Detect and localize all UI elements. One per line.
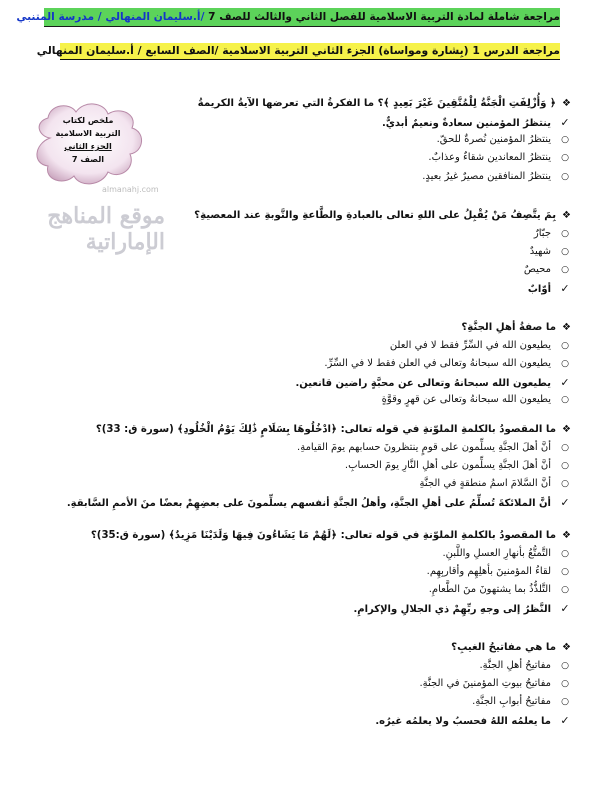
circle-bullet-icon: ○ — [561, 265, 569, 275]
option-text: أنَّ أهلَ الجنَّةِ يسلِّمون على قومٍ ينتظرونَ حسابهم يومَ القيامةِ. — [297, 442, 551, 453]
option — [71, 228, 571, 239]
checkmark-icon: ✓ — [560, 282, 570, 295]
header-part-1: مراجعة شاملة لمادة التربية الاسلامية للفصل الثاني والثالث للصف 7 — [204, 11, 560, 23]
option-text: لقاءُ المؤمنينَ بأهلِهِم وأقاربِهِم. — [426, 566, 551, 577]
lesson-title: مراجعة الدرس 1 (بِشارة ومواساة) الجزء الثاني التربية الاسلامية /الصف السابع / أ.سليمان المنهالي — [60, 43, 560, 60]
question-text: ما المقصودُ بالكلمةِ الملوّنةِ في قوله تعالى: ﴿ادْخُلُوهَا بِسَلَامٍ ذَٰلِكَ يَوْمُ الْخُلُودِ﴾ (سورة ق: 33)؟ — [95, 424, 557, 435]
option — [71, 548, 571, 559]
question-3 — [51, 322, 571, 333]
option — [71, 116, 571, 129]
checkmark-icon: ✓ — [560, 376, 570, 389]
option-text: النَّظرُ إلى وجهِ ربِّهِمْ ذي الجلالِ والإكرامِ. — [353, 604, 551, 615]
question-5 — [51, 530, 571, 541]
option-text: يطيعون الله في السِّرِّ فقط لا في العلن — [389, 340, 551, 351]
checkmark-icon: ✓ — [560, 602, 570, 615]
document-header — [16, 8, 560, 27]
circle-bullet-icon: ○ — [561, 661, 569, 671]
option-text: أنَّ السَّلامَ اسمُ منطقةٍ في الجنَّةِ — [419, 478, 551, 489]
option — [71, 282, 571, 295]
option — [71, 358, 571, 369]
circle-bullet-icon: ○ — [561, 549, 569, 559]
watermark-name: موقع المناهج الإماراتية — [47, 203, 165, 255]
summary-line-2: التربية الاسلامية — [55, 128, 121, 138]
option — [71, 376, 571, 389]
question-2 — [51, 210, 571, 221]
option — [71, 584, 571, 595]
question-text: ما صفةُ أهلِ الجنَّةِ؟ — [461, 322, 557, 333]
option — [71, 478, 571, 489]
option — [71, 340, 571, 351]
option — [71, 460, 571, 471]
option-text: أنَّ أهلَ الجنَّةِ يسلِّمون على أهلِ النَّارِ يومَ الحسابِ. — [344, 460, 551, 471]
option — [71, 152, 571, 163]
option — [71, 442, 571, 453]
option-text: مفاتيحُ أهلِ الجنَّةِ. — [479, 660, 551, 671]
circle-bullet-icon: ○ — [561, 153, 569, 163]
question-text: ﴿ وَأُزْلِفَتِ الْجَنَّةُ لِلْمُتَّقِينَ غَيْرَ بَعِيدٍ ﴾؟ ما الفكرةُ التي تعرضها الآيةُ الكريمةُ — [197, 98, 557, 109]
option-text: يطيعون الله سبحانهُ وتعالى عن محبَّةٍ راضين قانعين. — [295, 378, 551, 389]
option-text: أوّابٌ — [527, 284, 551, 295]
option — [71, 134, 571, 145]
option — [66, 496, 571, 509]
checkmark-icon: ✓ — [560, 714, 570, 727]
circle-bullet-icon: ○ — [561, 172, 569, 182]
option — [71, 660, 571, 671]
bullet-icon: ❖ — [562, 424, 571, 435]
circle-bullet-icon: ○ — [561, 395, 569, 405]
option — [71, 696, 571, 707]
checkmark-icon: ✓ — [560, 496, 570, 509]
summary-line-1: ملخص لكتاب — [62, 115, 114, 125]
option-text: شهيدٌ — [529, 246, 551, 257]
option — [71, 171, 571, 182]
circle-bullet-icon: ○ — [561, 341, 569, 351]
circle-bullet-icon: ○ — [561, 135, 569, 145]
summary-cloud — [28, 98, 148, 198]
bullet-icon: ❖ — [562, 98, 571, 109]
option-text: مفاتيحُ أبوابِ الجنَّةِ. — [472, 696, 551, 707]
circle-bullet-icon: ○ — [561, 229, 569, 239]
question-text: ما هي مفاتيحُ الغيبِ؟ — [451, 642, 557, 653]
option-text: جبّارٌ — [533, 228, 551, 239]
header-part-2: /أ.سليمان المنهالي / مدرسة المتنبي — [16, 11, 205, 23]
option — [71, 566, 571, 577]
bullet-icon: ❖ — [562, 530, 571, 541]
summary-line-3: الجزء الثاني — [64, 141, 112, 151]
option-text: ينتظرُ المعاندين شقاءٌ وعذابٌ. — [428, 152, 551, 163]
question-6 — [51, 642, 571, 653]
option — [71, 394, 571, 405]
circle-bullet-icon: ○ — [561, 479, 569, 489]
circle-bullet-icon: ○ — [561, 359, 569, 369]
circle-bullet-icon: ○ — [561, 247, 569, 257]
option-text: التَّمتُّعُ بأنهارِ العسلِ واللَّبنِ. — [442, 548, 551, 559]
question-text: بِمَ يتَّصِفُ مَنْ يُقْبِلُ على اللهِ تعالى بالعبادةِ والطَّاعةِ والتَّوبةِ عند المعصيةِ؟ — [194, 210, 557, 221]
watermark-site: almanahj.com — [102, 185, 159, 194]
option — [71, 602, 571, 615]
option — [71, 678, 571, 689]
option-text: التَّلذُّذُ بما يشتهونَ منَ الطَّعامِ. — [428, 584, 551, 595]
circle-bullet-icon: ○ — [561, 461, 569, 471]
option-text: يطيعون الله سبحانهُ وتعالى عن قهرٍ وقوَّةٍ — [381, 394, 551, 405]
option-text: مفاتيحُ بيوتِ المؤمنينَ في الجنَّةِ. — [419, 678, 551, 689]
option — [71, 246, 571, 257]
question-4 — [51, 424, 571, 435]
option-text: يطيعون الله سبحانهُ وتعالى في العلن فقط لا في السِّرِّ. — [324, 358, 551, 369]
option-text: محيصٌ — [523, 264, 551, 275]
question-text: ما المقصودُ بالكلمةِ الملوّنةِ في قوله تعالى: ﴿لَهُمْ مَا يَشَاءُونَ فِيهَا وَلَدَيْنَا مَزِيدٌ﴾ (سورة ق:35)؟ — [90, 530, 557, 541]
summary-line-4: الصف 7 — [71, 154, 105, 164]
circle-bullet-icon: ○ — [561, 585, 569, 595]
bullet-icon: ❖ — [562, 210, 571, 221]
bullet-icon: ❖ — [562, 642, 571, 653]
option-text: ما يعلمُه اللهُ فحسبُ ولا يعلمُه غيرُه. — [375, 716, 551, 727]
option-text: ينتظرُ المنافقين مصيرٌ غيرُ بعيدٍ. — [422, 171, 551, 182]
circle-bullet-icon: ○ — [561, 679, 569, 689]
option-text: ينتظرُ المؤمنين سعادةٌ ونعيمٌ أبديٌّ. — [381, 118, 551, 129]
question-1 — [51, 98, 571, 109]
checkmark-icon: ✓ — [560, 116, 570, 129]
circle-bullet-icon: ○ — [561, 443, 569, 453]
option-text: أنَّ الملائكةَ تُسلِّمُ على أهلِ الجنَّةِ، وأهلُ الجنَّةِ أنفسهم يسلِّمونَ على بعضِهِمْ بعضًا منَ الأممِ السَّابقةِ. — [66, 498, 551, 509]
option — [71, 714, 571, 727]
option-text: ينتظرُ المؤمنين نُصرةٌ للحقّ. — [436, 134, 551, 145]
circle-bullet-icon: ○ — [561, 697, 569, 707]
circle-bullet-icon: ○ — [561, 567, 569, 577]
option — [71, 264, 571, 275]
bullet-icon: ❖ — [562, 322, 571, 333]
